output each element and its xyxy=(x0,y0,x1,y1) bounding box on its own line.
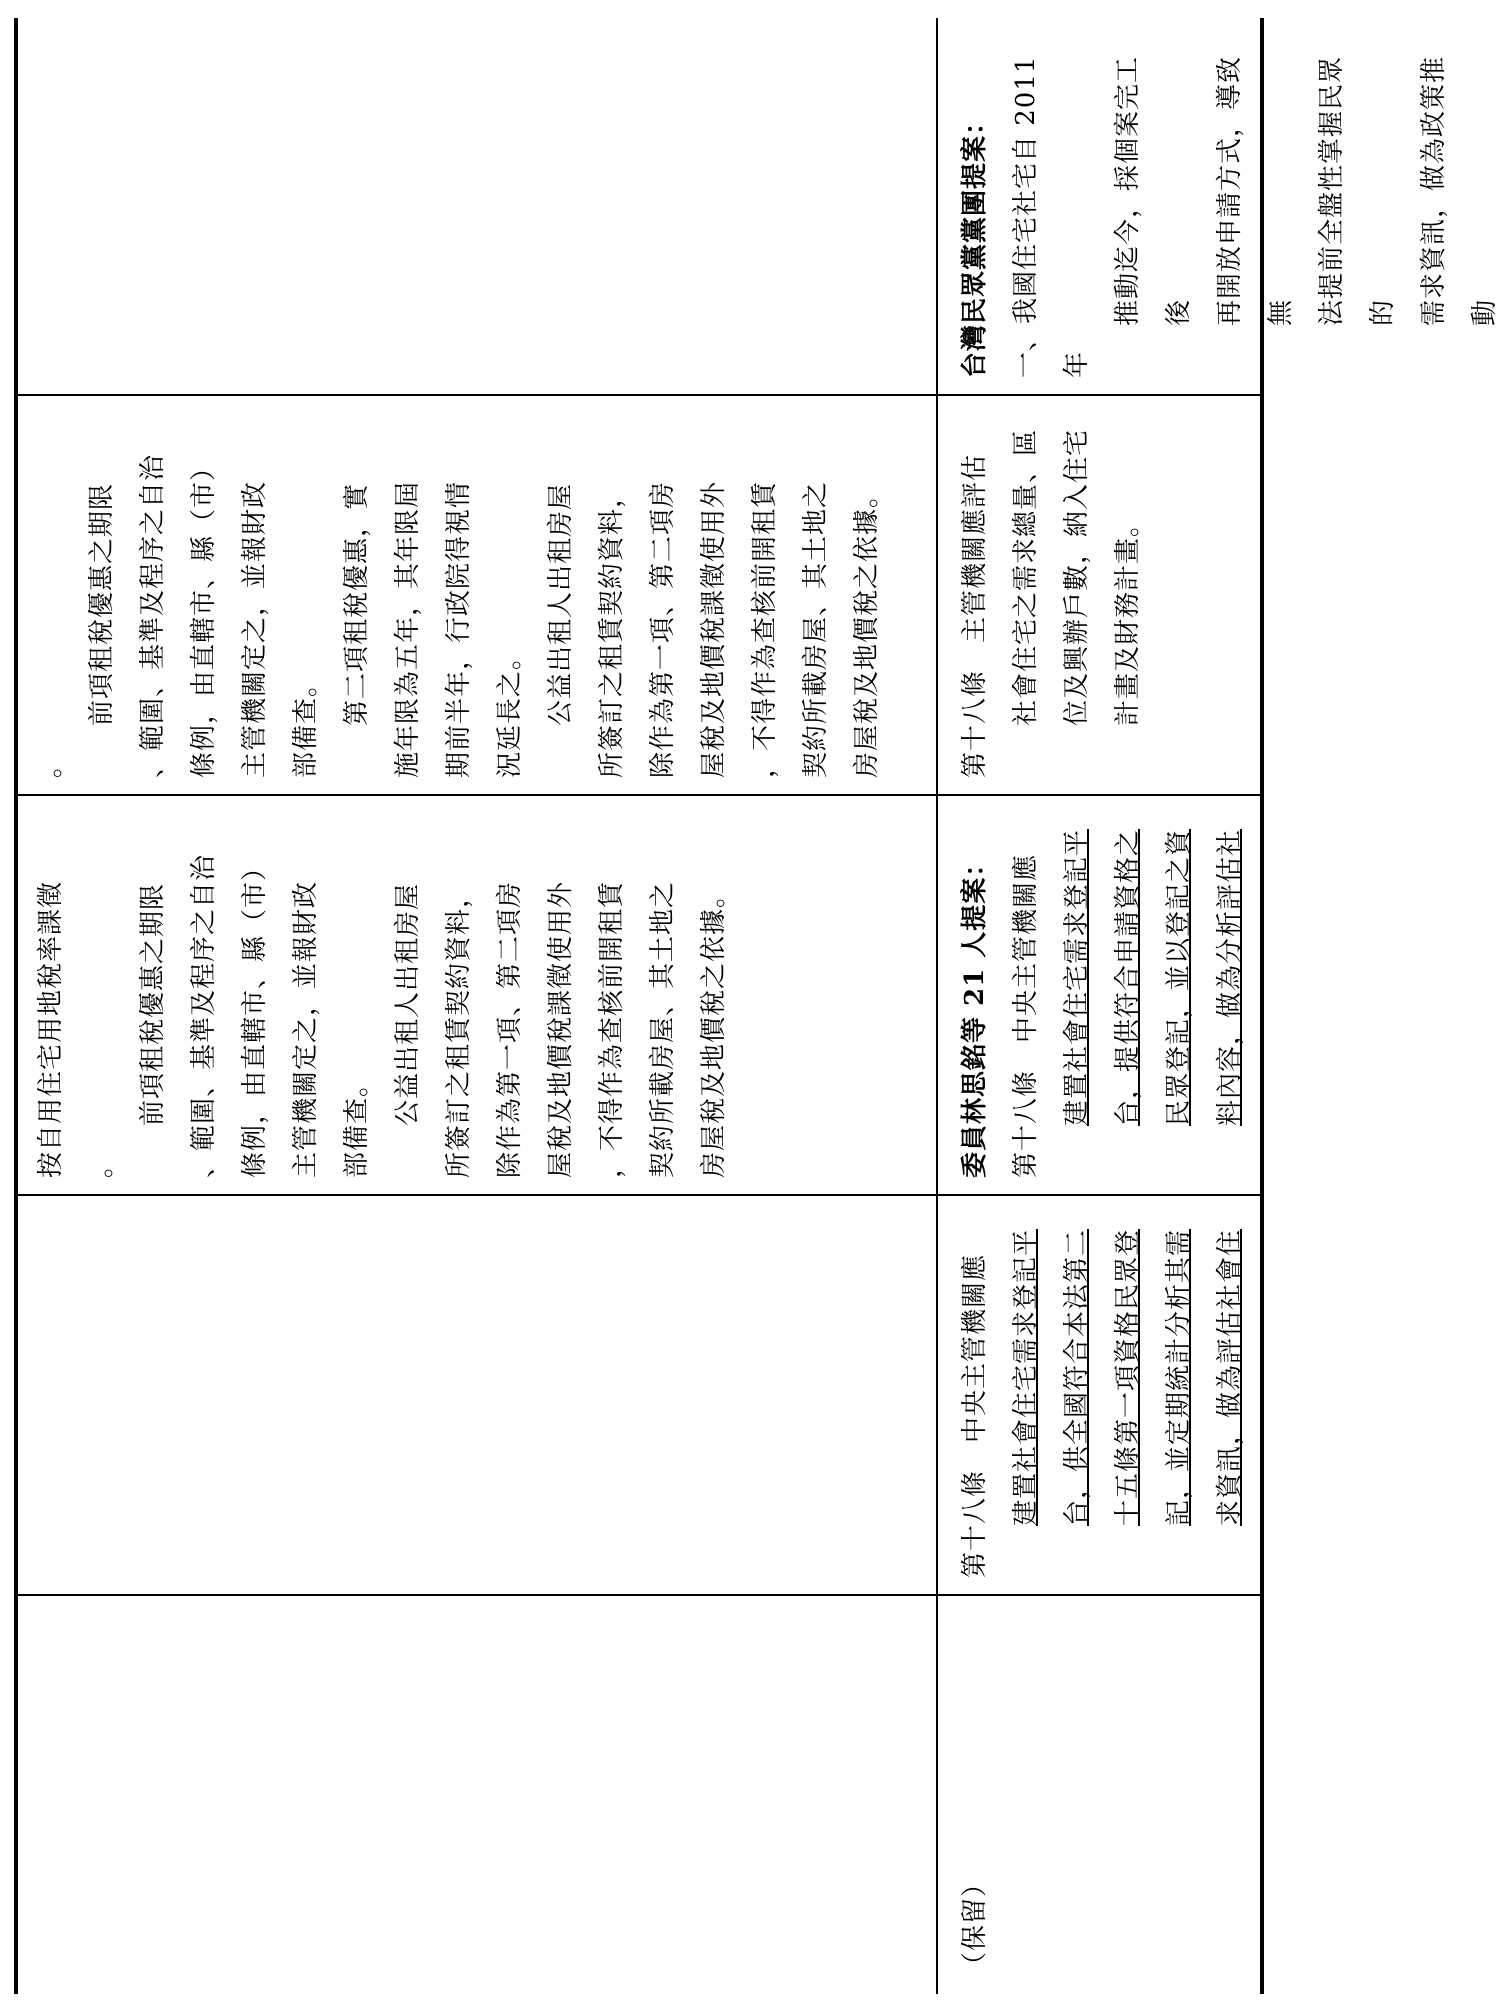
text-line: 主管機關定之，並報財政 xyxy=(291,880,321,1178)
text-line: 。 xyxy=(87,1150,117,1178)
text-line: 況延長之。 xyxy=(495,642,525,778)
column-4-bottom xyxy=(936,396,1256,794)
column-5-bottom xyxy=(936,18,1500,394)
text-line: 契約所載房屋、其土地之 xyxy=(801,480,831,778)
column-4 xyxy=(18,394,1260,794)
text-line: ，不得作為查核前開租賃 xyxy=(597,880,627,1178)
text-line: 條例，由直轄市、縣（市） xyxy=(189,453,219,778)
article-line: 社會住宅之需求總量、區 xyxy=(1011,428,1041,726)
text-line: 施年限為五年，其年限屆 xyxy=(393,480,423,778)
text-line: 前項租稅優惠之期限 xyxy=(138,882,168,1126)
article-line: 記，並定期統計分析其需 xyxy=(1164,1228,1194,1526)
column-2 xyxy=(18,1194,1260,1594)
column-1-bottom xyxy=(936,1596,1256,1994)
note-line: 推動迄今，採個案完工後 xyxy=(1113,55,1194,326)
text-line: ，不得作為查核前開租賃 xyxy=(750,480,780,778)
text-line: 屋稅及地價稅課徵使用外 xyxy=(546,880,576,1178)
column-2-top xyxy=(18,1196,936,1594)
column-3-top xyxy=(18,796,936,1194)
note-line: 再開放申請方式，導致無 xyxy=(1215,55,1296,326)
article-line: 位及興辦戶數，納入住宅 xyxy=(1062,428,1092,726)
text-line: 除作為第一項、第二項房 xyxy=(495,880,525,1178)
column-5-top xyxy=(18,18,936,394)
text-line: 期前半年，行政院得視情 xyxy=(444,480,474,778)
proposal-heading: 台灣民眾黨黨團提案： xyxy=(960,107,990,378)
text-line: 除作為第一項、第二項房 xyxy=(648,480,678,778)
article-heading: 第十八條 中央主管機關應 xyxy=(960,1253,990,1578)
text-line: 。 xyxy=(36,750,66,778)
text-line: 部備查。 xyxy=(291,669,321,778)
column-1 xyxy=(18,1594,1260,1994)
text-line: 房屋稅及地價稅之依據。 xyxy=(852,480,882,778)
article-line: 民眾登記，並以登記之資 xyxy=(1164,828,1194,1126)
text-line: 按自用住宅用地稅率課徵 xyxy=(36,880,66,1178)
column-5 xyxy=(18,18,1500,394)
text-line: 主管機關定之，並報財政 xyxy=(240,480,270,778)
note-line: 需求資訊，做為政策推動 xyxy=(1419,55,1500,326)
article-line: 料內容，做為分析評估社 xyxy=(1215,828,1245,1126)
article-line: 建置社會住宅需求登記平 xyxy=(1011,1228,1041,1526)
column-4-top xyxy=(18,396,936,794)
column-3 xyxy=(18,794,1260,1194)
text-line: 所簽訂之租賃契約資料， xyxy=(597,480,627,778)
article-line: 求資訊，做為評估社會住 xyxy=(1215,1228,1245,1526)
article-heading: 第十八條 主管機關應評估 xyxy=(960,453,990,778)
text-line: 公益出租人出租房屋 xyxy=(393,882,423,1126)
article-line: 建置社會住宅需求登記平 xyxy=(1062,828,1092,1126)
text-line: 條例，由直轄市、縣（市） xyxy=(240,853,270,1178)
reserved-note: （保留） xyxy=(960,1869,990,1978)
text-line: 屋稅及地價稅課徵使用外 xyxy=(699,480,729,778)
text-line: 第二項租稅優惠，實 xyxy=(342,482,372,726)
article-line: 台，提供符合申請資格之 xyxy=(1113,828,1143,1126)
text-line: 公益出租人出租房屋 xyxy=(546,482,576,726)
note-line: 一、我國住宅社宅自 2011 年 xyxy=(1011,46,1092,378)
column-3-bottom xyxy=(936,796,1256,1194)
text-line: 、範圍、基準及程序之自治 xyxy=(138,453,168,778)
text-line: 、範圍、基準及程序之自治 xyxy=(189,853,219,1178)
text-line: 部備查。 xyxy=(342,1069,372,1178)
text-line: 所簽訂之租賃契約資料， xyxy=(444,880,474,1178)
article-line: 台，供全國符合本法第二 xyxy=(1062,1228,1092,1526)
text-line: 房屋稅及地價稅之依據。 xyxy=(699,880,729,1178)
article-line: 計畫及財務計畫。 xyxy=(1113,509,1143,726)
column-2-bottom xyxy=(936,1196,1256,1594)
text-line: 前項租稅優惠之期限 xyxy=(87,482,117,726)
column-1-top xyxy=(18,1596,936,1994)
proposal-heading: 委員林思銘等 21 人提案： xyxy=(960,849,990,1178)
text-line: 契約所載房屋、其土地之 xyxy=(648,880,678,1178)
article-line: 十五條第一項資格民眾登 xyxy=(1113,1228,1143,1526)
comparison-table xyxy=(14,18,1500,1994)
article-heading: 第十八條 中央主管機關應 xyxy=(1011,853,1041,1178)
note-line: 法提前全盤性掌握民眾的 xyxy=(1317,55,1398,326)
